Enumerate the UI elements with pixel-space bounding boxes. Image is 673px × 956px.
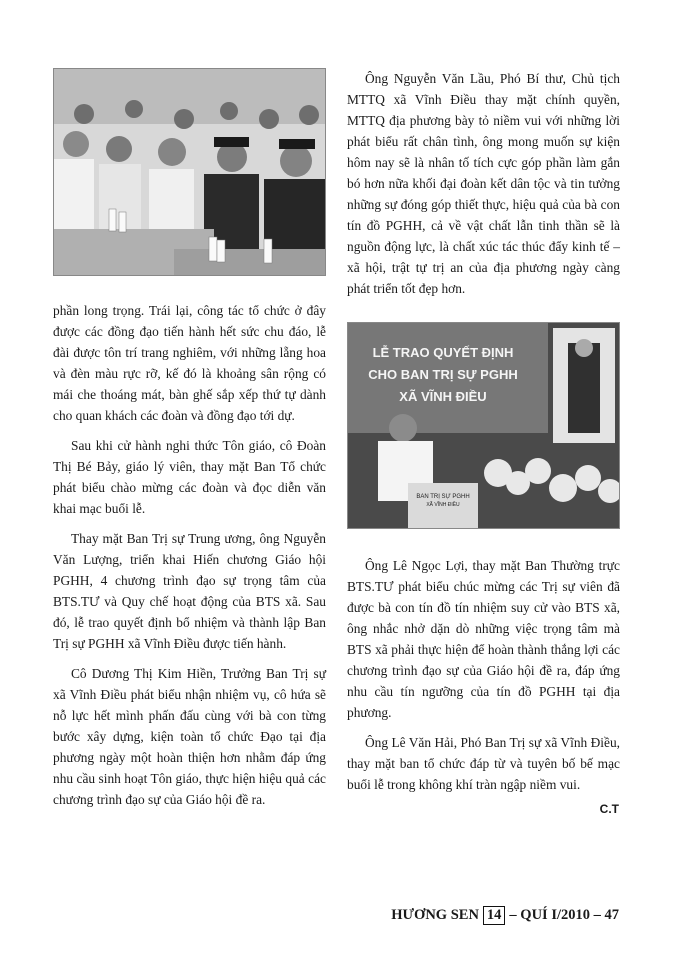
right-article-column-top xyxy=(347,68,620,308)
issue-number: 14 xyxy=(483,906,506,925)
left-article-column xyxy=(53,300,326,819)
delegates-photo-illustration xyxy=(54,69,326,276)
paragraph: Sau khi cử hành nghi thức Tôn giáo, cô Đoàn Thị Bé Bảy, giáo lý viên, thay mặt Ban Tổ chức phát biểu chào mừng các đoàn và đọc diễn văn khai mạc buổi lễ. xyxy=(53,438,326,516)
banner-line-1: LỄ TRAO QUYẾT ĐỊNH xyxy=(372,345,514,360)
right-article-column-bottom xyxy=(347,555,620,804)
paragraph: phần long trọng. Trái lại, công tác tổ chức ở đây được các đồng đạo tiến hành hết sức chu đáo, lễ đài được tôn trí trang nghiêm, với những lẵng hoa và đèn màu rực rỡ, kế đó là khoảng sân rộng có mái che thoáng mát, bàn ghế sắp xếp thứ tự dành cho quan khách các đoàn và đồng đạo tới dự. xyxy=(53,303,326,423)
magazine-name: HƯƠNG SEN xyxy=(391,907,479,923)
ceremony-speaker-photo xyxy=(347,322,620,529)
delegates-photo xyxy=(53,68,326,276)
author-signature: C.T xyxy=(599,802,619,816)
podium-sub-label: XÃ VĨNH ĐIỀU xyxy=(426,502,460,508)
banner-line-3: XÃ VĨNH ĐIỀU xyxy=(399,389,487,404)
paragraph: Ông Lê Văn Hải, Phó Ban Trị sự xã Vĩnh Điều, thay mặt ban tổ chức đáp từ và tuyên bố bế mạc buổi lễ trong không khí tràn ngập niềm vui. xyxy=(347,735,620,792)
paragraph: Ông Nguyễn Văn Lầu, Phó Bí thư, Chủ tịch MTTQ xã Vĩnh Điều thay mặt chính quyền, MTTQ địa phương bày tỏ niềm vui với những lời phát biểu rất chân tình, ông mong muốn sự kiện hôm nay sẽ là nhân tố tích cực góp phần làm gắn bó hơn nữa khối đại đoàn kết dân tộc và tin tưởng những sự đóng góp thiết thực, hiệu quả của bà con tín đồ PGHH, cả về vật chất lẫn tinh thần sẽ là nguồn động lực, là chất xúc tác thúc đẩy kinh tế – xã hội, trật tự trị an của địa phương ngày càng phát triển tốt đẹp hơn. xyxy=(347,71,620,296)
paragraph: Cô Dương Thị Kim Hiền, Trưởng Ban Trị sự xã Vĩnh Điều phát biểu nhận nhiệm vụ, cô hứa sẽ nỗ lực hết mình phấn đấu cùng với bà con từng bước xây dựng, kiện toàn tổ chức Đạo tại địa phương ngày một hoàn thiện hơn nhằm đáp ứng nhu cầu sinh hoạt Tôn giáo, thực hiện hiệu quả các chương trình đạo sự của Giáo hội đề ra. xyxy=(53,666,326,807)
issue-period-page: – QUÍ I/2010 – 47 xyxy=(509,907,619,923)
podium-label: BAN TRỊ SỰ PGHH xyxy=(416,494,470,500)
banner-line-2: CHO BAN TRỊ SỰ PGHH xyxy=(368,367,518,382)
paragraph: Thay mặt Ban Trị sự Trung ương, ông Nguyễn Văn Lượng, triển khai Hiến chương Giáo hội PGHH, 4 chương trình đạo sự trọng tâm của BTS.TƯ và Quy chế hoạt động của BTS xã. Sau đó, lễ trao quyết định bổ nhiệm và thành lập Ban Trị sự PGHH xã Vĩnh Điều được tiến hành. xyxy=(53,531,326,651)
page-footer xyxy=(391,906,619,925)
ceremony-speaker-illustration xyxy=(348,323,620,529)
paragraph: Ông Lê Ngọc Lợi, thay mặt Ban Thường trực BTS.TƯ phát biểu chúc mừng các Trị sự viên đã được bà con tín đồ tín nhiệm suy cử vào BTS xã, ông nhắc nhở dặn dò những việc trọng tâm mà BTS xã phải thực hiện để hoàn thành thắng lợi các chương trình đạo sự của Giáo hội đề ra, đáp ứng nhu cầu tín ngưỡng của tín đồ PGHH tại địa phương. xyxy=(347,558,620,720)
